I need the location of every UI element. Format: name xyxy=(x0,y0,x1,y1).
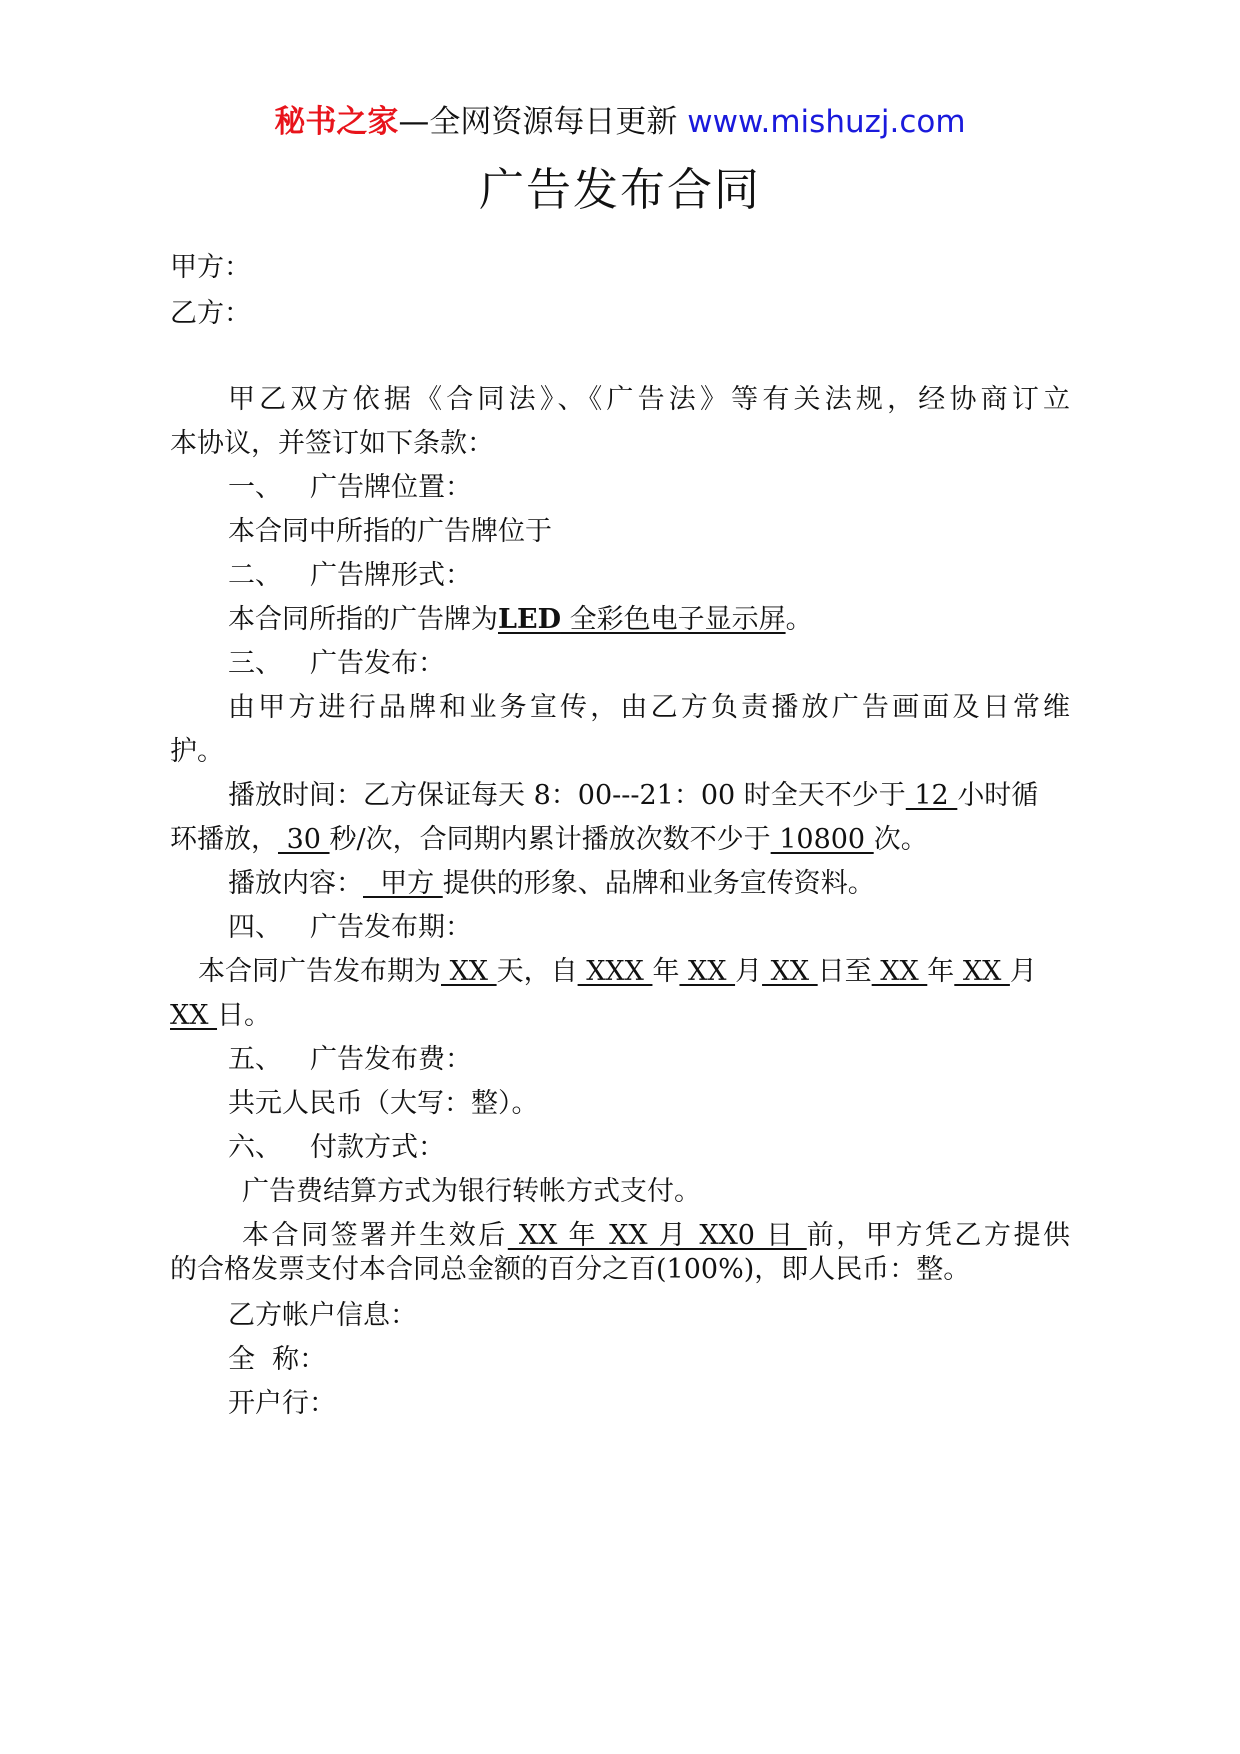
period-days: XX xyxy=(441,956,497,987)
payment-post: 前，甲方凭乙方提供 xyxy=(806,1220,1071,1251)
section-1-heading xyxy=(228,468,472,508)
section-2-text-end: 。 xyxy=(785,604,813,635)
payment-date: XX 年 XX 月 XX0 日 xyxy=(507,1220,807,1251)
period-text-6: 年 xyxy=(927,956,955,987)
play-seconds: 30 xyxy=(278,824,330,855)
period-end-year: XX xyxy=(871,956,928,987)
banner-brand: 秘书之家 xyxy=(274,104,399,140)
section-1-text: 本合同中所指的广告牌位于 xyxy=(228,516,552,547)
payment-method: 广告费结算方式为银行转帐方式支付。 xyxy=(242,1176,701,1207)
period-end-day: XX xyxy=(170,1000,218,1031)
period-end-month: XX xyxy=(954,956,1010,987)
play-loop-mid: 秒/次，合同期内累计播放次数不少于 xyxy=(329,824,771,855)
play-time-line xyxy=(228,776,1038,816)
account-info-title: 乙方帐户信息： xyxy=(228,1300,417,1331)
play-loop-line xyxy=(170,820,928,860)
section-5-text: 共元人民币（大写：整）。 xyxy=(228,1088,539,1119)
account-bank-label: 开户行： xyxy=(228,1388,336,1419)
play-content-pre: 播放内容： xyxy=(228,868,363,899)
section-2-heading xyxy=(228,556,472,596)
play-hours: 12 xyxy=(905,780,958,811)
section-2-text xyxy=(228,600,813,640)
period-line-1 xyxy=(198,952,1037,992)
play-content-party: 甲方 xyxy=(363,868,443,899)
intro-line-1: 甲乙双方依据《合同法》、《广告法》等有关法规，经协商订立 xyxy=(228,384,1070,415)
banner-site-link[interactable]: www.mishuzj.com xyxy=(687,104,966,140)
period-text-1: 本合同广告发布期为 xyxy=(198,956,441,987)
section-5-number: 五、 xyxy=(228,1044,282,1075)
site-banner xyxy=(0,102,1240,142)
section-2-text-pre: 本合同所指的广告牌为 xyxy=(228,604,498,635)
section-6-title: 付款方式： xyxy=(310,1132,445,1163)
section-5-heading xyxy=(228,1040,472,1080)
intro-line-2: 本协议，并签订如下条款： xyxy=(170,428,494,459)
party-a-label: 甲方： xyxy=(170,252,251,283)
section-4-number: 四、 xyxy=(228,912,282,943)
period-text-3: 年 xyxy=(652,956,680,987)
payment-pre: 本合同签署并生效后 xyxy=(242,1220,508,1251)
account-name-label: 全 称： xyxy=(228,1344,327,1375)
period-text-5: 日至 xyxy=(817,956,872,987)
section-6-heading xyxy=(228,1128,445,1168)
section-2-number: 二、 xyxy=(228,560,282,591)
section-4-heading xyxy=(228,908,472,948)
section-3-heading xyxy=(228,644,445,684)
play-loop-post: 次。 xyxy=(873,824,928,855)
section-2-display-type: 全彩色电子显示屏 xyxy=(560,604,786,635)
play-time-post: 小时循 xyxy=(957,780,1039,811)
period-text-7: 月 xyxy=(1009,956,1037,987)
section-3-para-line-1: 由甲方进行品牌和业务宣传，由乙方负责播放广告画面及日常维 xyxy=(228,692,1070,723)
period-text-8: 日。 xyxy=(217,1000,272,1031)
period-start-month: XX xyxy=(679,956,736,987)
section-3-title: 广告发布： xyxy=(310,648,445,679)
period-start-year: XXX xyxy=(577,956,653,987)
section-1-number: 一、 xyxy=(228,472,282,503)
section-6-number: 六、 xyxy=(228,1132,282,1163)
play-content-line xyxy=(228,864,875,904)
section-2-title: 广告牌形式： xyxy=(310,560,472,591)
play-count: 10800 xyxy=(770,824,874,855)
section-2-led: LED xyxy=(498,604,561,635)
banner-tagline: —全网资源每日更新 xyxy=(398,104,678,140)
play-content-post: 提供的形象、品牌和业务宣传资料。 xyxy=(442,868,875,899)
section-3-number: 三、 xyxy=(228,648,282,679)
section-5-title: 广告发布费： xyxy=(310,1044,472,1075)
party-b-label: 乙方： xyxy=(170,298,251,329)
period-start-day: XX xyxy=(762,956,818,987)
period-line-2 xyxy=(170,996,271,1036)
play-time-pre: 播放时间：乙方保证每天 8：00---21：00 时全天不少于 xyxy=(228,780,906,811)
page-title: 广告发布合同 xyxy=(478,163,761,216)
payment-line-2: 的合格发票支付本合同总金额的百分之百(100%)，即人民币：整。 xyxy=(170,1254,971,1285)
play-loop-pre: 环播放， xyxy=(170,824,278,855)
period-text-2: 天，自 xyxy=(496,956,578,987)
section-1-title: 广告牌位置： xyxy=(310,472,472,503)
period-text-4: 月 xyxy=(735,956,763,987)
section-3-para-line-2: 护。 xyxy=(170,736,224,767)
section-4-title: 广告发布期： xyxy=(310,912,472,943)
